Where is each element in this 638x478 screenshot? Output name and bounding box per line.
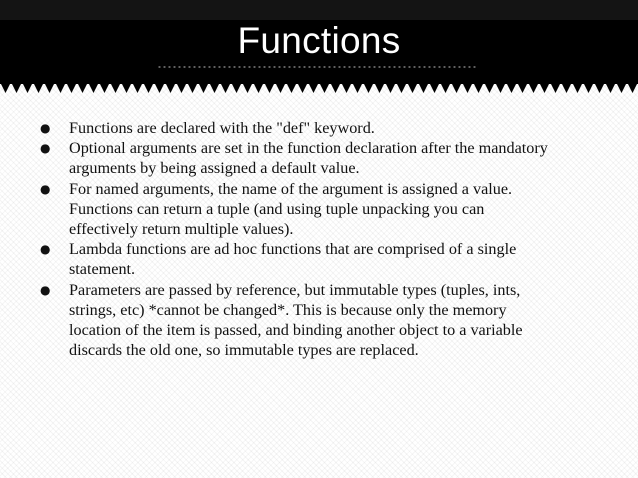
- bullet-dot: ●: [40, 282, 51, 297]
- bullet-dot: ●: [40, 141, 51, 156]
- bullet-dot: ●: [40, 121, 51, 135]
- bullet-dot: ●: [40, 181, 51, 196]
- header-zigzag-edge: [0, 82, 638, 96]
- bullet-item: [40, 138, 610, 178]
- bullet-line: arguments by being assigned a default value.: [69, 159, 360, 178]
- bullet-line: effectively return multiple values).: [69, 220, 294, 239]
- bullet-list: [40, 118, 610, 360]
- bullet-item: [40, 179, 610, 240]
- bullet-line: Lambda functions are ad hoc functions that are comprised of a single: [69, 240, 517, 259]
- bullet-item: [40, 280, 610, 361]
- bullet-dot: ●: [40, 242, 51, 257]
- bullet-line: Parameters are passed by reference, but immutable types (tuples, ints,: [69, 280, 521, 299]
- header-top-strip: [0, 0, 638, 20]
- title-dotted-underline: [158, 64, 480, 70]
- bullet-line: For named arguments, the name of the argument is assigned a value.: [69, 179, 513, 198]
- slide-title: Functions: [237, 20, 401, 61]
- bullet-item: [40, 118, 610, 138]
- bullet-line: strings, etc) *cannot be changed*. This is because only the memory: [69, 300, 507, 319]
- bullet-line: Functions can return a tuple (and using tuple unpacking you can: [69, 199, 485, 218]
- bullet-line: discards the old one, so immutable types are replaced.: [69, 341, 419, 360]
- bullet-item: [40, 239, 610, 279]
- bullet-line: Functions are declared with the "def" keyword.: [69, 119, 375, 137]
- bullet-line: location of the item is passed, and binding another object to a variable: [69, 321, 523, 340]
- bullet-line: statement.: [69, 260, 136, 279]
- bullet-line: Optional arguments are set in the function declaration after the mandatory: [69, 139, 548, 158]
